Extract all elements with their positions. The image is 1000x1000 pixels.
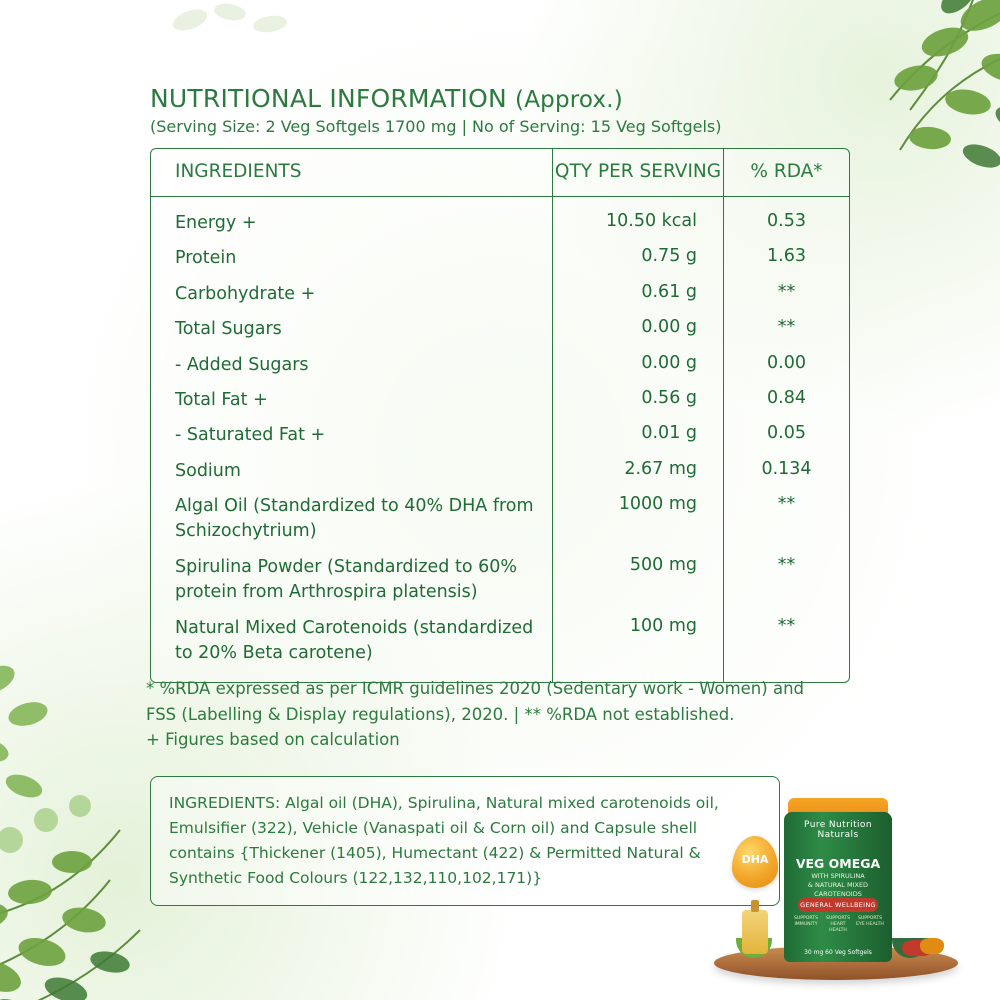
column-header-qty: QTY PER SERVING [553,149,724,197]
orange-spice-pile [920,938,944,954]
cell-qty: 0.56 g [553,383,724,418]
table-row [151,197,849,242]
footnote-rda-line1: * %RDA expressed as per ICMR guidelines 2020 (Sedentary work - Women) and [146,679,804,698]
cell-rda: 0.00 [724,348,850,383]
cell-rda: 0.53 [724,197,850,242]
supplement-bottle [784,812,892,962]
cell-ingredient: Carbohydrate + [175,283,316,304]
cell-rda: 0.05 [724,418,850,453]
footnotes [146,676,826,753]
cell-rda: 1.63 [724,241,850,276]
wellbeing-badge: GENERAL WELLBEING [798,898,878,912]
cell-ingredient: Total Fat + [175,389,268,410]
table-row [151,550,849,611]
cell-rda: ** [724,489,850,550]
table-row [151,312,849,347]
product-subtitle-line2: & NATURAL MIXED CAROTENOIDS [807,880,869,898]
cell-ingredient: Total Sugars [175,319,282,340]
cell-ingredient: Natural Mixed Carotenoids (standardized to 20% Beta carotene) [175,617,534,663]
footnote-rda-line2: FSS (Labelling & Display regulations), 2020. | ** %RDA not established. [146,704,735,724]
page-title [150,84,850,113]
cell-qty: 500 mg [553,550,724,611]
foliage-mid-left-decoration [0,640,130,840]
cell-qty: 0.00 g [553,348,724,383]
table-row [151,241,849,276]
cell-qty: 100 mg [553,611,724,683]
page-title-approx: (Approx.) [515,87,623,113]
column-header-rda: % RDA* [724,149,850,197]
cell-ingredient: Protein [175,248,237,269]
cell-rda: ** [724,611,850,683]
cell-qty: 0.75 g [553,241,724,276]
cell-ingredient: Sodium [175,460,241,481]
cell-ingredient: Spirulina Powder (Standardized to 60% protein from Arthrospira platensis) [175,556,518,603]
table-row [151,454,849,489]
table-row [151,611,849,683]
page-title-main: NUTRITIONAL INFORMATION [150,84,507,113]
table-row [151,277,849,312]
header [150,84,850,136]
table-header-row [151,149,849,197]
table-row [151,383,849,418]
cell-ingredient: - Saturated Fat + [175,425,326,446]
oil-bottle [742,910,768,954]
dha-drop-label: DHA [741,853,769,866]
product-image [706,764,966,984]
cell-qty: 0.00 g [553,312,724,347]
cell-ingredient: Algal Oil (Standardized to 40% DHA from Schizochytrium) [175,496,534,542]
product-count: 30 mg 60 Veg Softgels [804,949,872,956]
column-header-ingredients: INGREDIENTS [151,149,553,197]
cell-rda: 0.134 [724,454,850,489]
claim-immunity: SUPPORTS IMMUNITY [793,916,818,927]
cell-qty: 2.67 mg [553,454,724,489]
cell-qty: 10.50 kcal [553,197,724,242]
nutrition-table [150,148,850,683]
dha-drop-icon [732,836,778,888]
table-row [151,348,849,383]
claim-heart: SUPPORTS HEART HEALTH [825,916,850,933]
cell-rda: 0.84 [724,383,850,418]
cell-rda: ** [724,312,850,347]
cell-qty: 0.01 g [553,418,724,453]
table-row [151,489,849,550]
cell-rda: ** [724,550,850,611]
product-claims [790,916,886,934]
cell-ingredient: - Added Sugars [175,354,309,375]
product-subtitle-line1: WITH SPIRULINA [811,872,865,880]
serving-info: (Serving Size: 2 Veg Softgels 1700 mg | No of Serving: 15 Veg Softgels) [150,117,722,136]
claim-eye: SUPPORTS EYE HEALTH [856,916,884,927]
cell-ingredient: Energy + [175,213,257,233]
ingredients-text: INGREDIENTS: Algal oil (DHA), Spirulina, Natural mixed carotenoids oil, Emulsifier (322), Vehicle (Vanaspati oil & Corn oil) and Capsule shell contains {Thickener (1405), Humectant (422) & Permitted Natural & Synthetic Food Colours (122,132,110,102,171)} [169,794,719,888]
ingredients-box [150,776,780,906]
table-row [151,418,849,453]
brand-name: Pure Nutrition Naturals [804,820,872,840]
cell-qty: 1000 mg [553,489,724,550]
footnote-calculation: + Figures based on calculation [146,730,400,750]
product-name: VEG OMEGA [795,856,881,871]
product-subtitle [784,872,892,898]
cell-rda: ** [724,277,850,312]
foliage-top-left-decoration [150,0,330,90]
cell-qty: 0.61 g [553,277,724,312]
